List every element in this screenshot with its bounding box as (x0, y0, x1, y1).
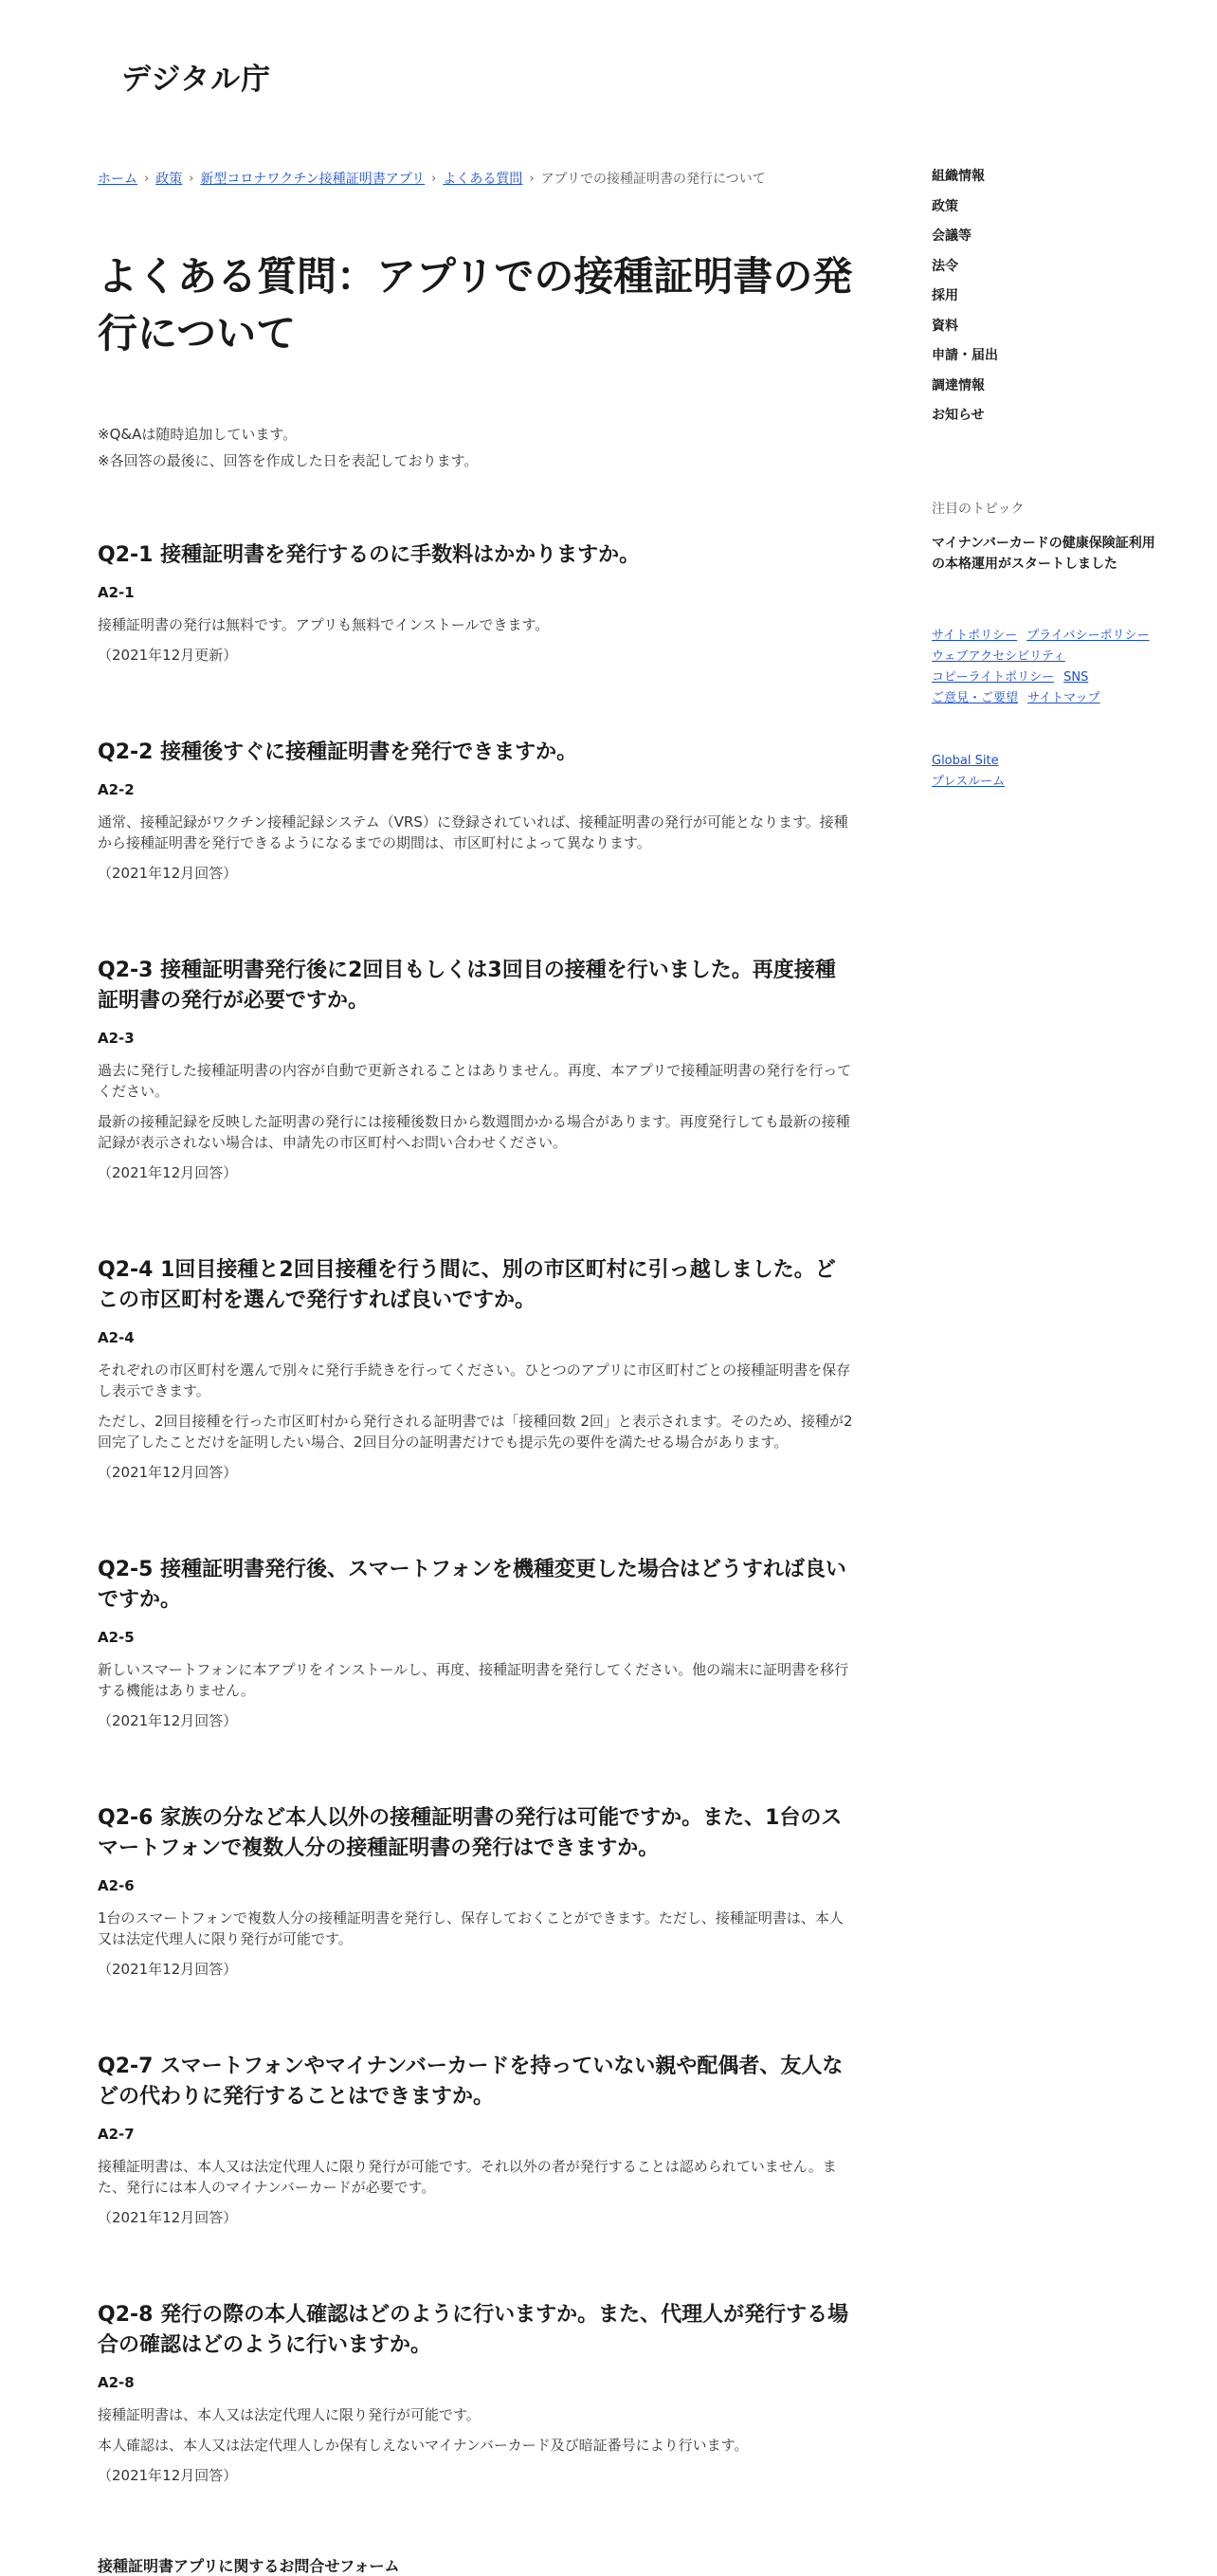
answer-text: それぞれの市区町村を選んで別々に発行手続きを行ってください。ひとつのアプリに市区町村ごとの接種証明書を保存し表示できます。 (98, 1361, 851, 1399)
featured-topic-link[interactable]: マイナンバーカードの健康保険証利用の本格運用がスタートしました (932, 536, 1155, 572)
qa-item-2-1 (98, 540, 856, 666)
main-content (98, 248, 856, 2576)
breadcrumb-policy-link[interactable]: 政策 (155, 172, 183, 187)
qa-item-2-5 (98, 1555, 856, 1731)
sidebar-item-laws[interactable]: 法令 (932, 258, 958, 274)
answer-label: A2-2 (98, 781, 135, 798)
question-heading: Q2-3 接種証明書発行後に2回目もしくは3回目の接種を行いました。再度接種証明書の発行が必要ですか。 (98, 959, 836, 1013)
chevron-right-icon: › (144, 171, 150, 186)
privacy-policy-link[interactable]: プライバシーポリシー (1026, 629, 1150, 643)
sidebar-item-meetings[interactable]: 会議等 (932, 228, 972, 244)
notes (98, 421, 856, 474)
breadcrumb-home-link[interactable]: ホーム (98, 172, 137, 187)
site-policy-link[interactable]: サイトポリシー (932, 629, 1018, 643)
answer-label: A2-1 (98, 584, 135, 601)
sns-link[interactable]: SNS (1063, 670, 1089, 685)
answer-text: 通常、接種記録がワクチン接種記録システム（VRS）に登録されていれば、接種証明書の発行が可能となります。接種から接種証明書を発行できるようになるまでの期間は、市区町村によって異なります。 (98, 813, 848, 851)
copyright-policy-link[interactable]: コピーライトポリシー (932, 670, 1055, 685)
feedback-link[interactable]: ご意見・ご要望 (932, 691, 1019, 705)
answer-label: A2-5 (98, 1629, 135, 1646)
contact-form-heading: 接種証明書アプリに関するお問合せフォーム (98, 2557, 400, 2575)
answer-text: 新しいスマートフォンに本アプリをインストールし、再度、接種証明書を発行してください。他の端末に証明書を移行する機能はありません。 (98, 1661, 849, 1699)
chevron-right-icon: › (431, 171, 437, 186)
answer-text: 接種証明書の発行は無料です。アプリも無料でインストールできます。 (98, 616, 550, 633)
web-accessibility-link[interactable]: ウェブアクセシビリティ (932, 649, 1065, 664)
answer-label: A2-8 (98, 2374, 135, 2391)
answer-date: （2021年12月回答） (98, 865, 238, 882)
answer-text: 最新の接種記録を反映した証明書の発行には接種後数日から数週間かかる場合があります。再度発行しても最新の接種記録が表示されない場合は、申請先の市区町村へお問い合わせください。 (98, 1113, 850, 1151)
sitemap-link[interactable]: サイトマップ (1027, 691, 1100, 705)
answer-date: （2021年12月回答） (98, 2209, 238, 2226)
answer-text: ただし、2回目接種を行った市区町村から発行される証明書では「接種回数 2回」と表示されます。そのため、接種が2回完了したことだけを証明したい場合、2回目分の証明書だけでも提示先の要件を満たせる場合があります。 (98, 1413, 853, 1451)
answer-text: 1台のスマートフォンで複数人分の接種証明書を発行し、保存しておくことができます。ただし、接種証明書は、本人又は法定代理人に限り発行が可能です。 (98, 1909, 844, 1947)
answer-date: （2021年12月更新） (98, 647, 238, 664)
qa-item-2-4 (98, 1255, 856, 1483)
question-heading: Q2-6 家族の分など本人以外の接種証明書の発行は可能ですか。また、1台のスマートフォンで複数人分の接種証明書の発行はできますか。 (98, 1806, 843, 1860)
sidebar-item-applications[interactable]: 申請・届出 (932, 348, 998, 363)
answer-text: 接種証明書は、本人又は法定代理人に限り発行が可能です。 (98, 2406, 481, 2423)
sidebar-item-procurement[interactable]: 調達情報 (932, 377, 985, 393)
question-heading: Q2-7 スマートフォンやマイナンバーカードを持っていない親や配偶者、友人などの代わりに発行することはできますか。 (98, 2055, 844, 2109)
answer-label: A2-6 (98, 1877, 135, 1894)
qa-item-2-8 (98, 2300, 856, 2486)
global-site-link[interactable]: Global Site (932, 754, 999, 768)
answer-text: 接種証明書は、本人又は法定代理人に限り発行が可能です。それ以外の者が発行することは認められていません。また、発行には本人のマイナンバーカードが必要です。 (98, 2158, 837, 2196)
answer-date: （2021年12月回答） (98, 1712, 238, 1729)
note-line: ※Q&Aは随時追加しています。 (98, 426, 298, 443)
answer-text: 本人確認は、本人又は法定代理人しか保有しえないマイナンバーカード及び暗証番号により行います。 (98, 2437, 749, 2454)
footer-links-secondary (932, 751, 1005, 793)
breadcrumb-faq-link[interactable]: よくある質問 (443, 172, 523, 187)
sidebar-nav (932, 167, 998, 436)
footer-links (932, 626, 1178, 709)
qa-item-2-2 (98, 738, 856, 884)
breadcrumb (98, 169, 766, 188)
answer-text: 過去に発行した接種証明書の内容が自動で更新されることはありません。再度、本アプリで接種証明書の発行を行ってください。 (98, 1062, 852, 1100)
answer-date: （2021年12月回答） (98, 1961, 238, 1978)
question-heading: Q2-1 接種証明書を発行するのに手数料はかかりますか。 (98, 543, 641, 567)
chevron-right-icon: › (189, 171, 194, 186)
qa-item-2-3 (98, 956, 856, 1183)
answer-label: A2-7 (98, 2126, 135, 2143)
answer-label: A2-3 (98, 1030, 135, 1047)
press-room-link[interactable]: プレスルーム (932, 775, 1006, 789)
qa-item-2-6 (98, 1803, 856, 1980)
question-heading: Q2-8 発行の際の本人確認はどのように行いますか。また、代理人が発行する場合の確認はどのように行いますか。 (98, 2303, 849, 2357)
answer-label: A2-4 (98, 1329, 135, 1346)
answer-date: （2021年12月回答） (98, 1464, 238, 1481)
answer-date: （2021年12月回答） (98, 2467, 238, 2484)
question-heading: Q2-5 接種証明書発行後、スマートフォンを機種変更した場合はどうすれば良いですか。 (98, 1558, 846, 1612)
breadcrumb-vaccine-app-link[interactable]: 新型コロナワクチン接種証明書アプリ (200, 172, 426, 187)
page-title: よくある質問：アプリでの接種証明書の発行について (98, 253, 853, 356)
sidebar-item-news[interactable]: お知らせ (932, 408, 985, 423)
question-heading: Q2-2 接種後すぐに接種証明書を発行できますか。 (98, 740, 578, 764)
qa-item-2-7 (98, 2052, 856, 2228)
sidebar-item-materials[interactable]: 資料 (932, 318, 958, 334)
question-heading: Q2-4 1回目接種と2回目接種を行う間に、別の市区町村に引っ越しました。どこの市区町村を選んで発行すれば良いですか。 (98, 1258, 836, 1312)
site-logo[interactable]: デジタル庁 (121, 63, 272, 97)
answer-date: （2021年12月回答） (98, 1164, 238, 1181)
featured-topic (932, 499, 1159, 575)
sidebar-item-recruitment[interactable]: 採用 (932, 288, 958, 303)
sidebar-item-policy[interactable]: 政策 (932, 198, 958, 214)
chevron-right-icon: › (529, 171, 535, 186)
note-line: ※各回答の最後に、回答を作成した日を表記しております。 (98, 452, 479, 469)
featured-topic-label: 注目のトピック (932, 502, 1025, 517)
breadcrumb-current: アプリでの接種証明書の発行について (540, 172, 766, 187)
sidebar-item-organization[interactable]: 組織情報 (932, 169, 985, 184)
